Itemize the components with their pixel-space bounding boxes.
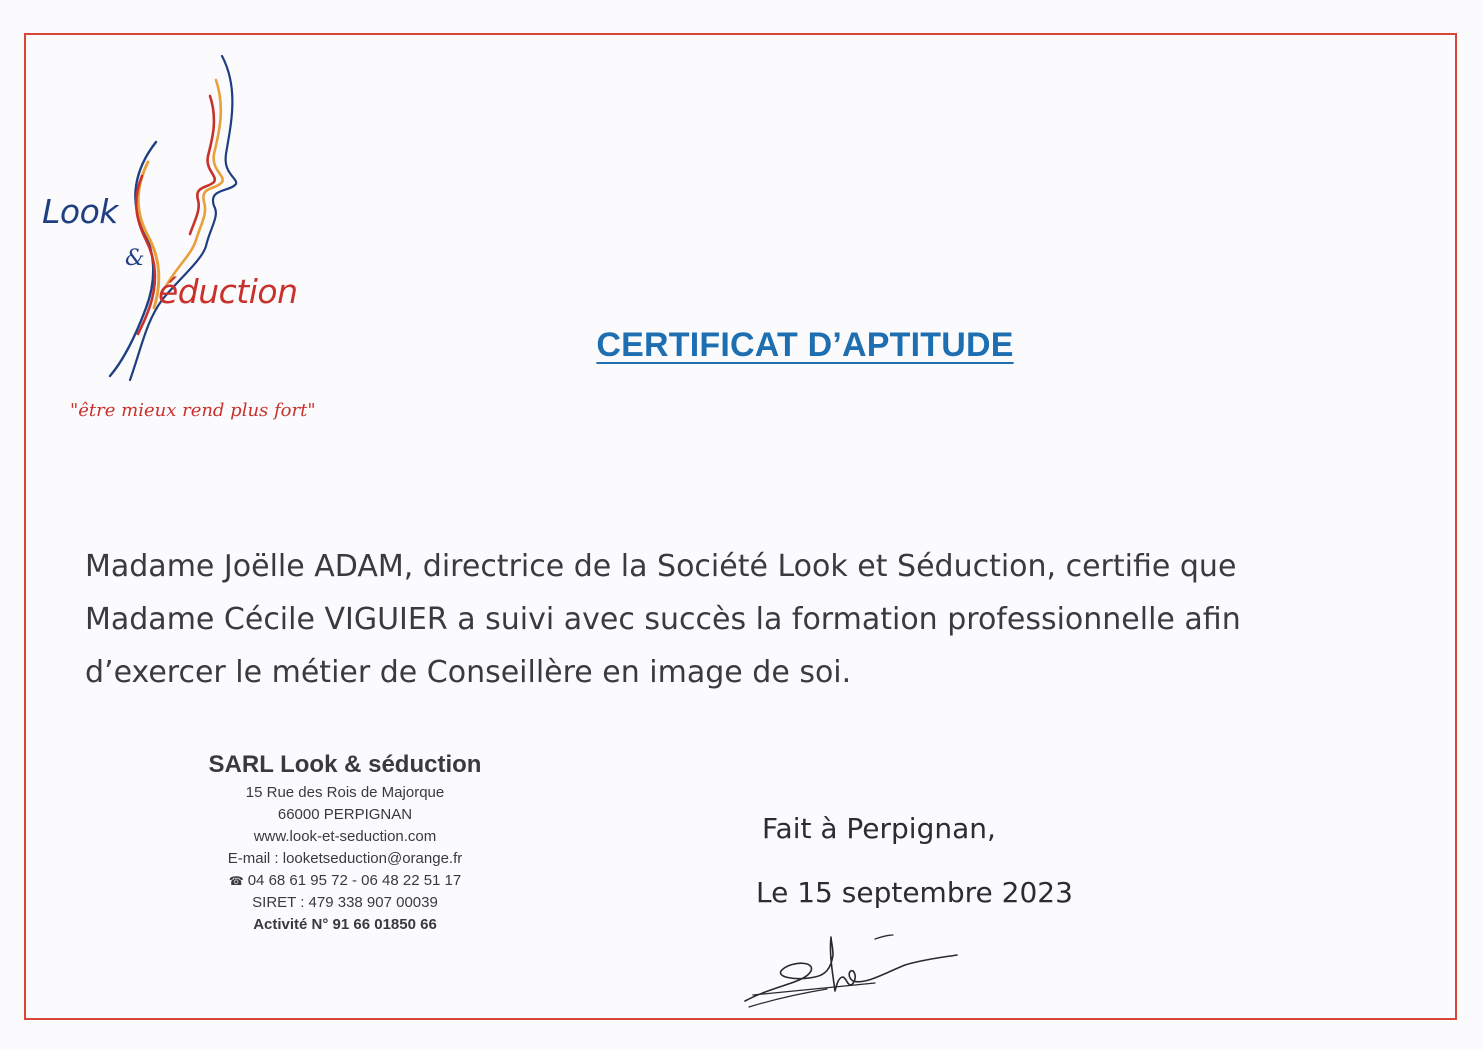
logo-tagline: "être mieux rend plus fort" xyxy=(70,400,316,421)
face-profile-logo-graphic xyxy=(30,50,360,440)
company-name: SARL Look & séduction xyxy=(208,751,482,778)
company-siret: SIRET : 479 338 907 00039 xyxy=(252,894,438,911)
company-website: www.look-et-seduction.com xyxy=(253,828,437,845)
company-phone: 04 68 61 95 72 - 06 48 22 51 17 xyxy=(247,872,462,889)
company-stamp xyxy=(160,748,530,936)
company-address-city: 66000 PERPIGNAN xyxy=(277,806,413,823)
phone-icon: ☎ xyxy=(228,874,244,888)
handwritten-signature xyxy=(735,925,965,1010)
company-email: E-mail : looketseduction@orange.fr xyxy=(227,850,463,867)
logo-ampersand: & xyxy=(125,246,145,271)
certificate-title: CERTIFICAT D’APTITUDE xyxy=(596,326,1014,364)
body-line: Madame Joëlle ADAM, directrice de la Société Look et Séduction, certifie que xyxy=(85,549,1237,584)
logo-word-look: Look xyxy=(42,192,118,231)
logo-word-seduction: éduction xyxy=(158,272,298,311)
company-activite: Activité N° 91 66 01850 66 xyxy=(253,916,437,933)
body-line: d’exercer le métier de Conseillère en image de soi. xyxy=(85,655,852,690)
company-phone-row xyxy=(160,870,530,892)
company-address-street: 15 Rue des Rois de Majorque xyxy=(245,784,445,801)
signoff-place: Fait à Perpignan, xyxy=(762,812,996,845)
signoff-date: Le 15 septembre 2023 xyxy=(756,876,1073,909)
company-logo xyxy=(30,50,360,440)
certificate-body xyxy=(85,540,1375,699)
body-line: Madame Cécile VIGUIER a suivi avec succès la formation professionnelle afin xyxy=(85,602,1241,637)
